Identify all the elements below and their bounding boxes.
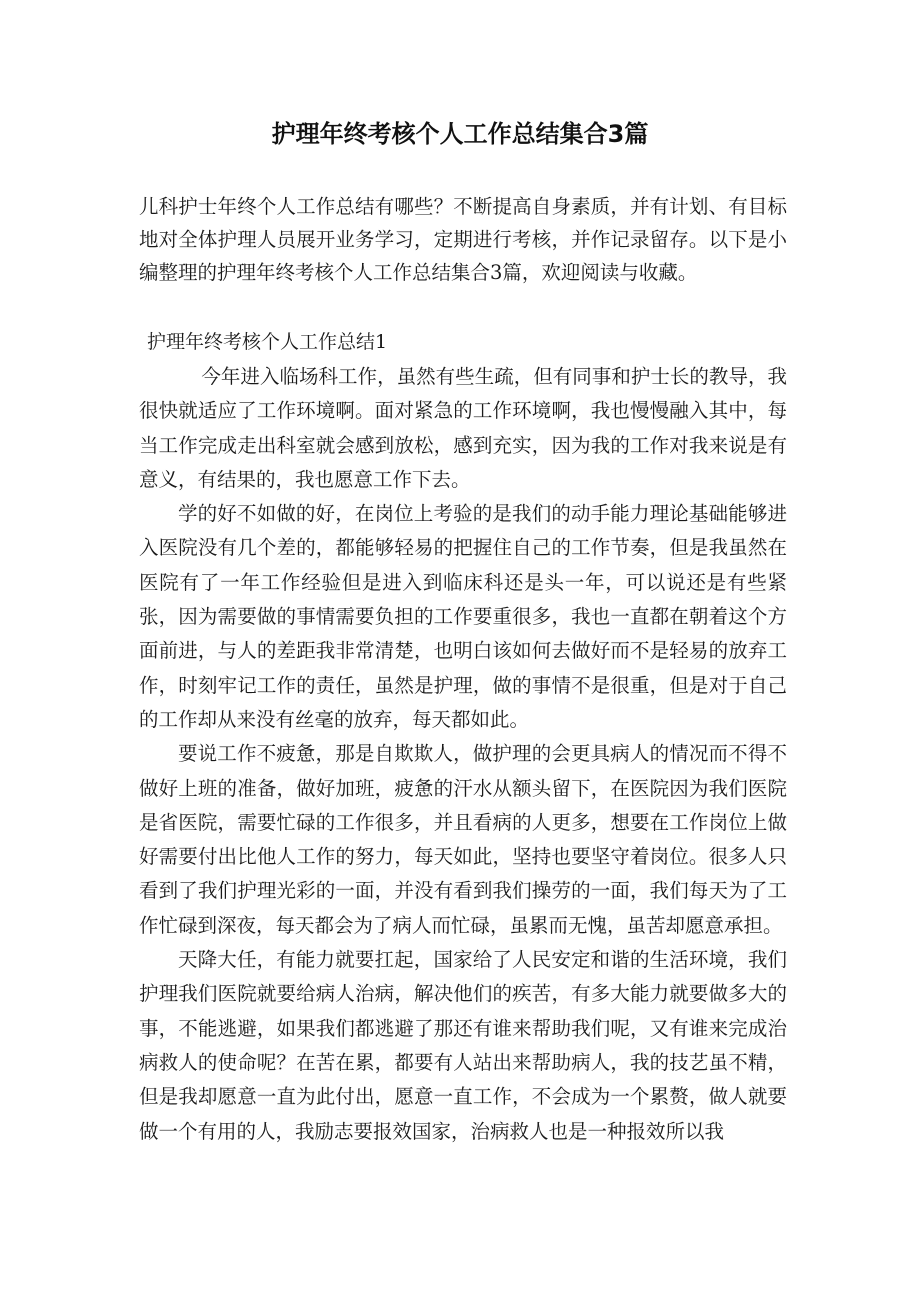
intro-paragraph: 儿科护士年终个人工作总结有哪些？不断提高自身素质，并有计划、有目标地对全体护理人员展开业务学习，定期进行考核，并作记录留存。以下是小编整理的护理年终考核个人工作总结集合3篇，欢迎阅读与收藏。 xyxy=(139,195,787,284)
body-paragraph-2: 学的好不如做的好，在岗位上考验的是我们的动手能力理论基础能够进入医院没有几个差的，都能够轻易的把握住自己的工作节奏，但是我虽然在医院有了一年工作经验但是进入到临床科还是头一年，可以说还是有些紧张，因为需要做的事情需要负担的工作要重很多，我也一直都在朝着这个方面前进，与人的差距我非常清楚，也明白该如何去做好而不是轻易的放弃工作，时刻牢记工作的责任，虽然是护理，做的事情不是很重，但是对于自己的工作却从来没有丝毫的放弃，每天都如此。 xyxy=(139,502,787,731)
body-paragraph-1: 今年进入临场科工作，虽然有些生疏，但有同事和护士长的教导，我很快就适应了工作环境啊。面对紧急的工作环境啊，我也慢慢融入其中，每当工作完成走出科室就会感到放松，感到充实，因为我的工作对我来说是有意义，有结果的，我也愿意工作下去。 xyxy=(139,365,787,491)
section-heading: 护理年终考核个人工作总结1 xyxy=(147,331,388,353)
body-paragraph-3: 要说工作不疲惫，那是自欺欺人，做护理的会更具病人的情况而不得不做好上班的准备，做好加班，疲惫的汗水从额头留下，在医院因为我们医院是省医院，需要忙碌的工作很多，并且看病的人更多，想要在工作岗位上做好需要付出比他人工作的努力，每天如此，坚持也要坚守着岗位。很多人只看到了我们护理光彩的一面，并没有看到我们操劳的一面，我们每天为了工作忙碌到深夜，每天都会为了病人而忙碌，虽累而无愧，虽苦却愿意承担。 xyxy=(139,742,787,937)
body-text xyxy=(139,360,787,1149)
document-title: 护理年终考核个人工作总结集合3篇 xyxy=(271,120,649,148)
body-paragraph-4: 天降大任，有能力就要扛起，国家给了人民安定和谐的生活环境，我们护理我们医院就要给病人治病，解决他们的疾苦，有多大能力就要做多大的事，不能逃避，如果我们都逃避了那还有谁来帮助我们呢，又有谁来完成治病救人的使命呢？在苦在累，都要有人站出来帮助病人，我的技艺虽不精，但是我却愿意一直为此付出，愿意一直工作，不会成为一个累赘，做人就要做一个有用的人，我励志要报效国家，治病救人也是一种报效所以我 xyxy=(139,948,787,1143)
